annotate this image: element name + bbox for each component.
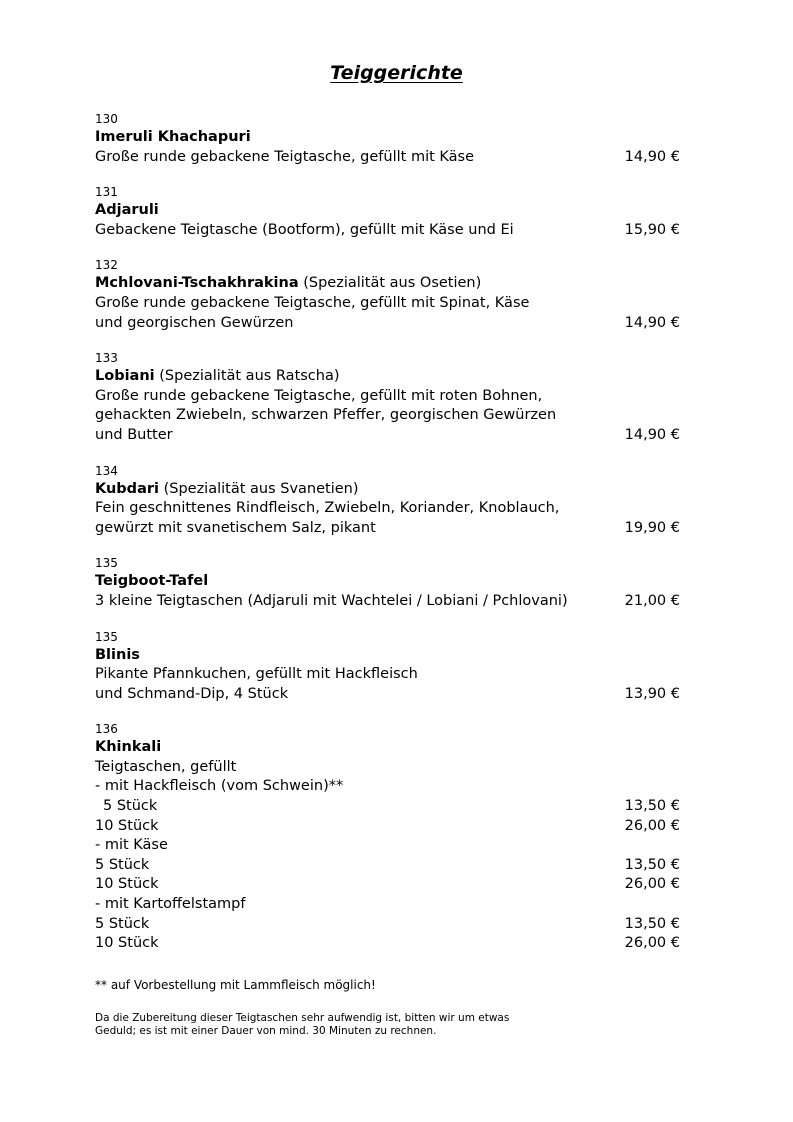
variant-label: - mit Hackfleisch (vom Schwein)** (95, 778, 344, 795)
item-description-line (95, 387, 685, 407)
item-price: 14,90 € (624, 426, 680, 443)
variant-label-line (95, 895, 685, 915)
variant-label-line (95, 777, 685, 797)
item-name: Khinkali (95, 739, 162, 756)
menu-item (95, 112, 685, 167)
variant-label-line (95, 836, 685, 856)
footer-line: Geduld; es ist mit einer Dauer von mind. 30 Minuten zu rechnen. (95, 1024, 437, 1037)
menu-item (95, 556, 685, 611)
variant-quantity: 10 Stück (95, 876, 159, 893)
item-number: 136 (95, 722, 118, 737)
item-name-line (95, 738, 685, 758)
variant-row (95, 797, 685, 817)
page-title: Teiggerichte (330, 62, 463, 84)
variant-price: 13,50 € (624, 856, 680, 873)
item-name: Teigboot-Tafel (95, 573, 209, 590)
variant-price: 13,50 € (624, 915, 680, 932)
item-intro (95, 758, 685, 778)
item-origin: (Spezialität aus Osetien) (298, 275, 482, 292)
variant-quantity: 5 Stück (95, 856, 150, 873)
item-description: Große runde gebackene Teigtasche, gefüllt mit Spinat, Käse (95, 294, 530, 311)
item-price: 14,90 € (624, 314, 680, 331)
item-price: 21,00 € (624, 592, 680, 609)
item-description: und Schmand-Dip, 4 Stück (95, 685, 289, 702)
item-number: 135 (95, 556, 118, 571)
variant-label: - mit Käse (95, 837, 168, 854)
variant-row (95, 856, 685, 876)
item-heading (95, 367, 340, 387)
variant-quantity: 5 Stück (103, 798, 158, 815)
item-number: 135 (95, 629, 118, 644)
variant-price: 26,00 € (624, 935, 680, 952)
item-name-line (95, 128, 685, 148)
item-heading (95, 646, 140, 666)
item-description: und Butter (95, 426, 173, 443)
item-name-line (95, 480, 685, 500)
variant-quantity: 10 Stück (95, 817, 159, 834)
item-description: und georgischen Gewürzen (95, 314, 294, 331)
item-price: 13,90 € (624, 685, 680, 702)
item-origin: (Spezialität aus Ratscha) (154, 368, 340, 385)
item-heading (95, 201, 159, 221)
item-number: 133 (95, 351, 118, 366)
item-origin: (Spezialität aus Svanetien) (158, 480, 359, 497)
menu-item-khinkali (95, 722, 685, 954)
khinkali-variants (95, 777, 685, 953)
item-description: Fein geschnittenes Rindfleisch, Zwiebeln, Koriander, Knoblauch, (95, 500, 560, 517)
item-number: 130 (95, 112, 118, 126)
item-heading (95, 572, 208, 592)
variant-price: 26,00 € (624, 876, 680, 893)
item-price: 19,90 € (624, 519, 680, 536)
item-name-line (95, 201, 685, 221)
item-description-line (95, 499, 685, 519)
item-number: 132 (95, 258, 118, 273)
item-price: 15,90 € (624, 221, 680, 238)
item-number: 131 (95, 185, 118, 200)
variant-quantity: 5 Stück (95, 915, 150, 932)
item-description-line (95, 294, 685, 314)
menu-item (95, 351, 685, 445)
item-name-line (95, 572, 685, 592)
item-description: gewürzt mit svanetischem Salz, pikant (95, 519, 376, 536)
variant-row (95, 934, 685, 954)
item-name-line (95, 646, 685, 666)
variant-price: 13,50 € (624, 798, 680, 815)
item-name: Kubdari (95, 480, 159, 497)
menu-item (95, 630, 685, 705)
item-description: Große runde gebackene Teigtasche, gefüllt mit roten Bohnen, (95, 387, 543, 404)
item-description-line (95, 426, 685, 446)
item-price: 14,90 € (624, 148, 680, 165)
item-name: Lobiani (95, 368, 155, 385)
variant-row (95, 875, 685, 895)
item-description-line (95, 592, 685, 612)
item-intro-text: Teigtaschen, gefüllt (95, 758, 237, 775)
menu-item (95, 464, 685, 539)
item-name: Adjaruli (95, 202, 159, 219)
variant-row (95, 915, 685, 935)
menu-item (95, 258, 685, 333)
item-description-line (95, 665, 685, 685)
variant-row (95, 817, 685, 837)
item-description: gehackten Zwiebeln, schwarzen Pfeffer, georgischen Gewürzen (95, 407, 557, 424)
item-heading (95, 128, 251, 148)
item-description: 3 kleine Teigtaschen (Adjaruli mit Wachtelei / Lobiani / Pchlovani) (95, 592, 568, 609)
item-number: 134 (95, 463, 118, 478)
item-heading (95, 274, 481, 294)
menu-items (95, 112, 685, 704)
item-description-line (95, 685, 685, 705)
variant-quantity: 10 Stück (95, 935, 159, 952)
variant-price: 26,00 € (624, 817, 680, 834)
footer-line: Da die Zubereitung dieser Teigtaschen sehr aufwendig ist, bitten wir um etwas (95, 1011, 510, 1024)
item-description-line (95, 148, 685, 168)
item-description: Pikante Pfannkuchen, gefüllt mit Hackfleisch (95, 666, 418, 683)
item-description-line (95, 406, 685, 426)
item-description-line (95, 314, 685, 334)
item-name-line (95, 367, 685, 387)
item-description-line (95, 221, 685, 241)
lamb-note: ** auf Vorbestellung mit Lammfleisch möglich! (95, 977, 376, 992)
item-name-line (95, 274, 685, 294)
preparation-footer (95, 1012, 685, 1038)
item-name: Blinis (95, 646, 140, 663)
item-description: Gebackene Teigtasche (Bootform), gefüllt mit Käse und Ei (95, 221, 514, 238)
item-name: Mchlovani-Tschakhrakina (95, 275, 299, 292)
menu-content (95, 112, 685, 1038)
menu-item (95, 185, 685, 240)
item-heading (95, 480, 359, 500)
item-description: Große runde gebackene Teigtasche, gefüllt mit Käse (95, 148, 475, 165)
item-description-line (95, 519, 685, 539)
variant-label: - mit Kartoffelstampf (95, 896, 246, 913)
item-name: Imeruli Khachapuri (95, 129, 251, 145)
